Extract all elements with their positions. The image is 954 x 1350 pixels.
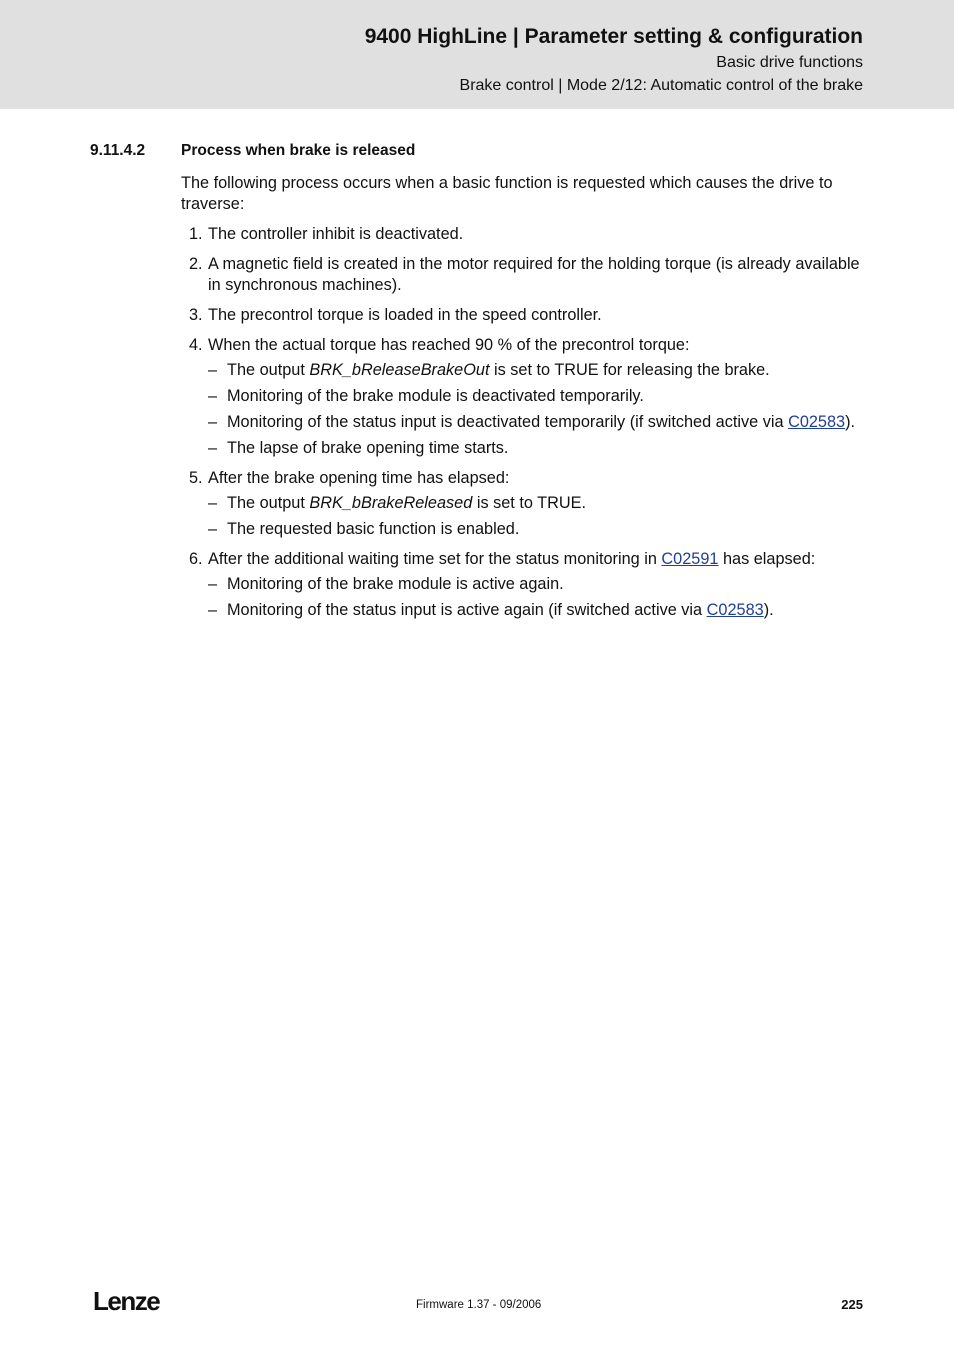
page-number: 225 (841, 1297, 863, 1312)
dash-bullet: – (208, 439, 218, 457)
document-title: 9400 HighLine | Parameter setting & configuration (364, 25, 863, 48)
sub-list-item (208, 574, 871, 595)
sub-list (208, 493, 871, 540)
step-text (208, 550, 815, 568)
list-item (181, 224, 871, 245)
signal-name: BRK_bBrakeReleased (309, 494, 473, 512)
dash-bullet: – (208, 520, 218, 538)
sub-list-item (208, 360, 871, 381)
sub-list-item (208, 519, 871, 540)
step-number: 5. (189, 469, 203, 487)
list-item (181, 254, 871, 296)
step-number: 6. (189, 550, 203, 568)
step-number: 4. (189, 336, 203, 354)
dash-bullet: – (208, 494, 218, 512)
sub-text: ). (845, 413, 856, 431)
step-text: The controller inhibit is deactivated. (208, 225, 464, 243)
step-number: 2. (189, 255, 203, 273)
sub-text: The requested basic function is enabled. (227, 520, 520, 538)
intro-paragraph: The following process occurs when a basic function is requested which causes the drive to traverse: (181, 174, 833, 213)
dash-bullet: – (208, 575, 218, 593)
list-item (181, 549, 871, 621)
lenze-logo: Lenze (93, 1286, 160, 1316)
code-link-c02591[interactable]: C02591 (661, 550, 719, 568)
page-header (0, 0, 954, 109)
list-item (181, 468, 871, 540)
step-text-part: has elapsed: (718, 550, 816, 568)
sub-text: ). (763, 601, 774, 619)
step-text: After the brake opening time has elapsed: (208, 469, 510, 487)
section-heading: Process when brake is released (181, 142, 416, 159)
code-link-c02583[interactable]: C02583 (788, 413, 846, 431)
section-body (181, 173, 871, 630)
section-path: Brake control | Mode 2/12: Automatic control of the brake (459, 77, 863, 94)
sub-text: Monitoring of the status input is active again (if switched active via (227, 601, 707, 619)
sub-list-item (208, 412, 871, 433)
sub-text: is set to TRUE for releasing the brake. (489, 361, 770, 379)
sub-text: Monitoring of the brake module is deactivated temporarily. (227, 387, 644, 405)
sub-list (208, 574, 871, 621)
dash-bullet: – (208, 413, 218, 431)
step-text: The precontrol torque is loaded in the speed controller. (208, 306, 602, 324)
step-text: A magnetic field is created in the motor required for the holding torque (is already available in synchronous machines). (208, 255, 860, 294)
sub-text: The lapse of brake opening time starts. (227, 439, 509, 457)
step-text: When the actual torque has reached 90 % of the precontrol torque: (208, 336, 690, 354)
step-number: 1. (189, 225, 203, 243)
sub-list-item (208, 600, 871, 621)
sub-text: Monitoring of the brake module is active again. (227, 575, 564, 593)
step-text-part: After the additional waiting time set for the status monitoring in (208, 550, 662, 568)
signal-name: BRK_bReleaseBrakeOut (309, 361, 490, 379)
sub-text: The output (227, 361, 310, 379)
sub-text: The output (227, 494, 310, 512)
chapter-title: Basic drive functions (716, 54, 863, 71)
sub-text: Monitoring of the status input is deactivated temporarily (if switched active via (227, 413, 789, 431)
process-steps-list (181, 224, 871, 621)
dash-bullet: – (208, 361, 218, 379)
sub-list-item (208, 386, 871, 407)
sub-list-item (208, 438, 871, 459)
section-number: 9.11.4.2 (90, 142, 146, 159)
dash-bullet: – (208, 601, 218, 619)
firmware-version: Firmware 1.37 - 09/2006 (416, 1299, 542, 1311)
list-item (181, 305, 871, 326)
sub-text: is set to TRUE. (472, 494, 586, 512)
step-number: 3. (189, 306, 203, 324)
sub-list-item (208, 493, 871, 514)
code-link-c02583[interactable]: C02583 (706, 601, 764, 619)
dash-bullet: – (208, 387, 218, 405)
sub-list (208, 360, 871, 459)
list-item (181, 335, 871, 459)
